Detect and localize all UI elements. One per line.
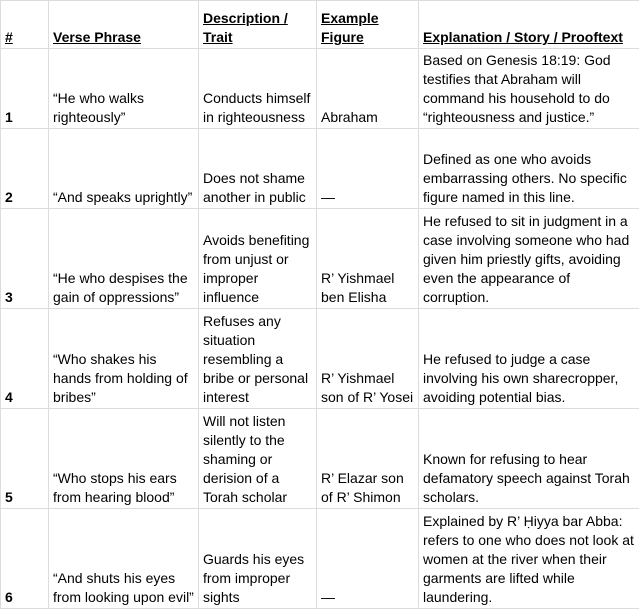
trait-cell[interactable]: Will not listen silently to the shaming or derision of a Torah scholar: [199, 409, 317, 509]
trait-cell[interactable]: Guards his eyes from improper sights: [199, 509, 317, 609]
table-row: [1, 409, 639, 509]
figure-cell[interactable]: —: [317, 509, 419, 609]
row-number[interactable]: 4: [1, 309, 49, 409]
row-number[interactable]: 2: [1, 129, 49, 209]
verse-phrase-cell[interactable]: “And speaks uprightly”: [49, 129, 199, 209]
explanation-cell[interactable]: He refused to judge a case involving his own sharecropper, avoiding potential bias.: [419, 309, 639, 409]
trait-cell[interactable]: Avoids benefiting from unjust or improper influence: [199, 209, 317, 309]
explanation-cell[interactable]: Defined as one who avoids embarrassing others. No specific figure named in this line.: [419, 129, 639, 209]
explanation-cell[interactable]: Explained by R’ Ḥiyya bar Abba: refers to one who does not look at women at the river when their garments are lifted while laundering.: [419, 509, 639, 609]
figure-cell[interactable]: R’ Elazar son of R’ Shimon: [317, 409, 419, 509]
header-description-trait[interactable]: Description / Trait: [199, 1, 317, 49]
table-row: [1, 209, 639, 309]
trait-cell[interactable]: Refuses any situation resembling a bribe or personal interest: [199, 309, 317, 409]
table-row: [1, 129, 639, 209]
figure-cell[interactable]: R’ Yishmael ben Elisha: [317, 209, 419, 309]
header-verse-phrase[interactable]: Verse Phrase: [49, 1, 199, 49]
explanation-cell[interactable]: He refused to sit in judgment in a case involving someone who had given him priestly gifts, avoiding even the appearance of corruption.: [419, 209, 639, 309]
verse-phrase-cell[interactable]: “He who despises the gain of oppressions”: [49, 209, 199, 309]
row-number[interactable]: 5: [1, 409, 49, 509]
figure-cell[interactable]: —: [317, 129, 419, 209]
header-example-figure[interactable]: Example Figure: [317, 1, 419, 49]
verse-phrase-cell[interactable]: “And shuts his eyes from looking upon evil”: [49, 509, 199, 609]
figure-cell[interactable]: R’ Yishmael son of R’ Yosei: [317, 309, 419, 409]
header-explanation[interactable]: Explanation / Story / Prooftext: [419, 1, 639, 49]
verse-phrase-cell[interactable]: “Who stops his ears from hearing blood”: [49, 409, 199, 509]
verse-phrase-cell[interactable]: “Who shakes his hands from holding of bribes”: [49, 309, 199, 409]
table-row: [1, 309, 639, 409]
figure-cell[interactable]: Abraham: [317, 49, 419, 129]
trait-cell[interactable]: Conducts himself in righteousness: [199, 49, 317, 129]
header-row: [1, 1, 639, 49]
table-row: [1, 49, 639, 129]
trait-cell[interactable]: Does not shame another in public: [199, 129, 317, 209]
table-row: [1, 509, 639, 609]
verse-phrase-cell[interactable]: “He who walks righteously”: [49, 49, 199, 129]
explanation-cell[interactable]: Known for refusing to hear defamatory speech against Torah scholars.: [419, 409, 639, 509]
header-number[interactable]: #: [1, 1, 49, 49]
row-number[interactable]: 3: [1, 209, 49, 309]
explanation-cell[interactable]: Based on Genesis 18:19: God testifies that Abraham will command his household to do “righteousness and justice.”: [419, 49, 639, 129]
row-number[interactable]: 1: [1, 49, 49, 129]
row-number[interactable]: 6: [1, 509, 49, 609]
